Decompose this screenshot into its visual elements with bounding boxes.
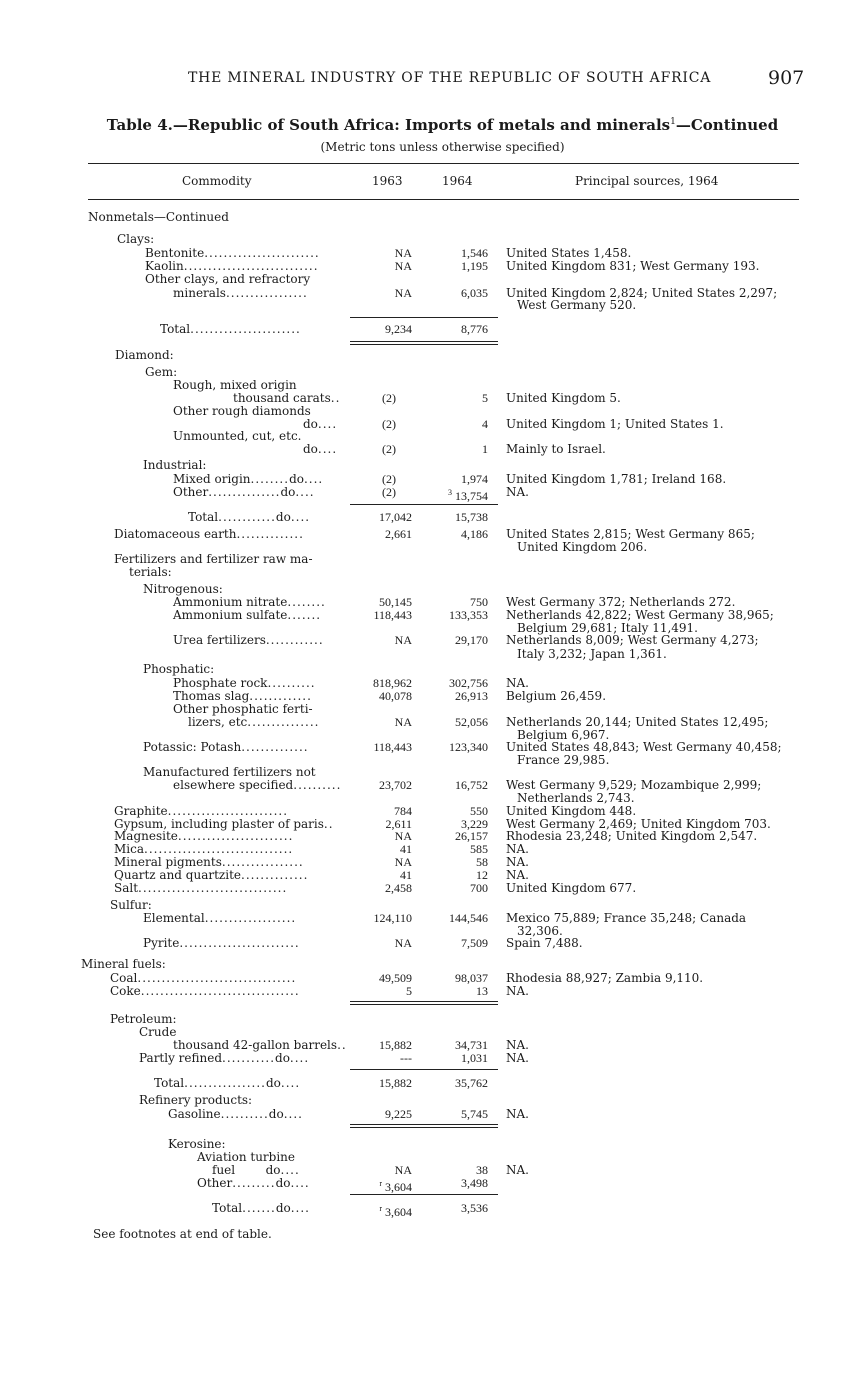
column-header-commodity: Commodity — [182, 174, 252, 188]
subgroup-heading: Nitrogenous: — [143, 582, 223, 596]
column-header-1964: 1964 — [442, 174, 473, 188]
group-heading: Clays: — [117, 232, 155, 246]
subgroup-heading: Kerosine: — [168, 1137, 226, 1151]
total-double-rule — [350, 1001, 498, 1005]
subtotal-rule — [350, 504, 498, 505]
column-header-1963: 1963 — [372, 174, 403, 188]
subgroup-heading: Phosphatic: — [143, 662, 215, 676]
page-number: 907 — [768, 67, 805, 89]
group-heading: Petroleum: — [110, 1012, 177, 1026]
subgroup-heading: Industrial: — [143, 458, 207, 472]
subgroup-heading: Gem: — [145, 365, 178, 379]
subtotal-rule — [350, 317, 498, 318]
group-heading: Sulfur: — [110, 898, 152, 912]
total-double-rule — [350, 1124, 498, 1128]
footnote-reference: See footnotes at end of table. — [93, 1227, 272, 1241]
column-header-sources: Principal sources, 1964 — [575, 174, 719, 188]
group-heading: terials: — [129, 565, 172, 579]
section-heading: Nonmetals—Continued — [88, 210, 229, 224]
group-heading: Fertilizers and fertilizer raw ma- — [114, 552, 313, 566]
group-heading: Diamond: — [115, 348, 174, 362]
section-heading: Mineral fuels: — [81, 957, 166, 971]
table-subtitle: (Metric tons unless otherwise specified) — [320, 140, 565, 154]
top-rule — [88, 163, 799, 164]
header-rule — [88, 199, 799, 200]
subtotal-rule — [350, 1069, 498, 1070]
table-title: Table 4.—Republic of South Africa: Imports of metals and minerals$^1$—Continued — [106, 116, 779, 134]
running-head: THE MINERAL INDUSTRY OF THE REPUBLIC OF SOUTH AFRICA — [188, 70, 712, 86]
subtotal-rule — [350, 1194, 498, 1195]
total-double-rule — [350, 341, 498, 345]
subgroup-heading: Refinery products: — [139, 1093, 253, 1107]
